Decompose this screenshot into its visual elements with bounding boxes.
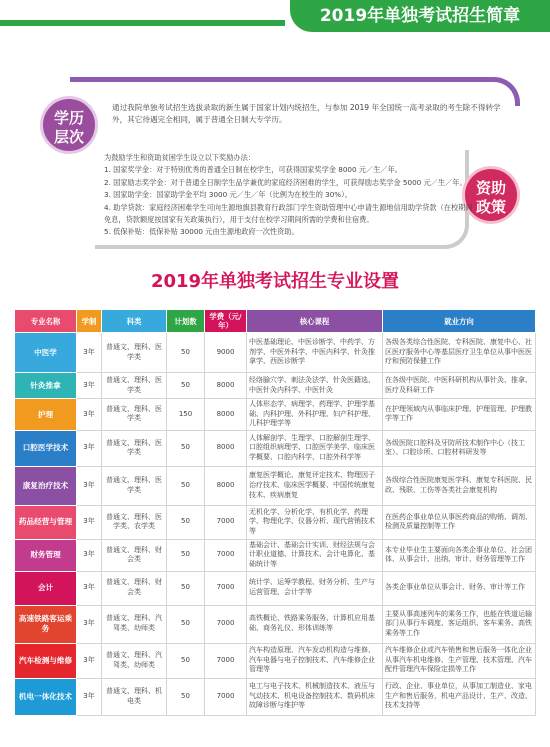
table-row: [15, 466, 536, 505]
courses-cell: 电工与电子技术、机械制造技术、液压与气动技术、机电设备控制技术、数码机床故障诊断与维护等: [247, 678, 383, 715]
category-cell: 普通文、理科、医学类: [102, 333, 167, 373]
header-fee: 学费（元/年）: [205, 310, 247, 333]
jobs-cell: 在各级中医院、中医科研机构从事针灸、推拿、医疗及科研工作: [383, 373, 536, 399]
courses-cell: 统计学、运筹学教程、财务分析、生产与运营管理、会计学等: [247, 571, 383, 605]
badge-label: 学历层次: [53, 109, 84, 146]
major-name: 会计: [15, 571, 77, 605]
plan-cell: 50: [167, 678, 205, 715]
courses-cell: 人体形态学、病理学、药理学、护理学基础、内科护理、外科护理、妇产科护理、儿科护理学等: [247, 399, 383, 431]
category-cell: 普通文、理科、医学类: [102, 373, 167, 399]
major-name: 汽车检测与维修: [15, 643, 77, 678]
aid-item: 4. 助学贷款：家庭经济困难学生可向生源地旗县教育行政部门学生资助管理中心申请生源地信用助学贷款（在校期间免息，贷款额度按国家有关政策执行），用于支付在校学习期间所需的学费和住宿费。: [104, 202, 473, 225]
header-jobs: 就业方向: [383, 310, 536, 333]
header-bar: [0, 20, 285, 26]
education-level-badge: [40, 96, 98, 154]
aid-item: 3. 国家助学金：国家助学金平均 3000 元／生／年（比例为在校生的 30%）。: [104, 190, 352, 200]
fee-cell: 8000: [205, 430, 247, 466]
header-plan: 计划数: [167, 310, 205, 333]
jobs-cell: 各级各类综合性医院、专科医院、康复中心、社区医疗服务中心等基层医疗卫生单位从事中医医疗和预防保健工作: [383, 333, 536, 373]
plan-cell: 50: [167, 466, 205, 505]
category-cell: 普通文、理科、机电类: [102, 678, 167, 715]
courses-cell: 人体解剖学、生理学、口腔解剖生理学、口腔组织病理学、口腔医学美学、临床医学概要、口腔内科学、口腔外科学等: [247, 430, 383, 466]
header-courses: 核心课程: [247, 310, 383, 333]
fee-cell: 7000: [205, 678, 247, 715]
category-cell: 普通文、理科、财会类: [102, 571, 167, 605]
financial-aid-text: [104, 152, 474, 239]
category-cell: 普通文、理科、医学类: [102, 399, 167, 431]
plan-cell: 50: [167, 333, 205, 373]
table-row: [15, 643, 536, 678]
table-title: 2019年单独考试招生专业设置: [150, 271, 400, 292]
header-years: 学制: [77, 310, 102, 333]
years-cell: 3年: [77, 643, 102, 678]
courses-cell: 经络腧穴学、刺法灸法学、针灸医籍选、中医针灸内科学、中医针灸: [247, 373, 383, 399]
category-cell: 普通文、理科、汽驾类、幼师类: [102, 605, 167, 643]
fee-cell: 7000: [205, 571, 247, 605]
courses-cell: 高铁概论、铁路乘务服务、计算机应用基础、商务礼仪、形体训练等: [247, 605, 383, 643]
jobs-cell: 在医药企事业单位从事医药商品的购销、调剂、检测及质量控制等工作: [383, 505, 536, 539]
table-row: [15, 333, 536, 373]
courses-cell: 汽车构造原理、汽车发动机构造与维修、汽车电器与电子控制技术、汽车维修企业管理等: [247, 643, 383, 678]
table-row: [15, 505, 536, 539]
table-row: [15, 605, 536, 643]
page-title: 2019年单独考试招生简章: [290, 0, 550, 32]
major-name: 针灸推拿: [15, 373, 77, 399]
aid-item: 5. 低保补贴：低保补贴 30000 元由生源地政府一次性资助。: [104, 227, 299, 237]
table-row: [15, 373, 536, 399]
major-name: 财务管理: [15, 539, 77, 571]
fee-cell: 8000: [205, 373, 247, 399]
jobs-cell: 汽车维修企业或汽车销售和售后服务一体化企业从事汽车机电维修、生产管理、技术管理、汽车配件管理汽车保险定损等工作: [383, 643, 536, 678]
table-row: [15, 539, 536, 571]
courses-cell: 基础会计、基础会计实训、财经法规与会计职业道德、计算技术、会计电算化、基础统计等: [247, 539, 383, 571]
plan-cell: 50: [167, 430, 205, 466]
years-cell: 3年: [77, 466, 102, 505]
table-row: [15, 571, 536, 605]
aid-intro: 为鼓励学生和资助贫困学生设立以下奖励办法：: [104, 153, 255, 162]
fee-cell: 7000: [205, 539, 247, 571]
header-category: 科类: [102, 310, 167, 333]
table-row: [15, 430, 536, 466]
years-cell: 3年: [77, 333, 102, 373]
fee-cell: 9000: [205, 333, 247, 373]
plan-cell: 50: [167, 571, 205, 605]
majors-table: [14, 309, 536, 716]
jobs-cell: 行政、企业、事业单位，从事加工制造业、家电生产和售后服务，机电产品设计、生产、改造、技术支持等: [383, 678, 536, 715]
fee-cell: 7000: [205, 643, 247, 678]
fee-cell: 8000: [205, 466, 247, 505]
years-cell: 3年: [77, 399, 102, 431]
major-name: 高速铁路客运乘务: [15, 605, 77, 643]
plan-cell: 50: [167, 373, 205, 399]
jobs-cell: 主要从事高速列车的乘务工作，也能在铁道运输部门从事行车调度、客运组织、客车乘务、高铁乘务等工作: [383, 605, 536, 643]
aid-item: 1. 国家奖学金：对于特别优秀的普通全日制在校学生，可获得国家奖学金 8000 元／生／年。: [104, 165, 402, 175]
fee-cell: 7000: [205, 505, 247, 539]
plan-cell: 50: [167, 643, 205, 678]
plan-cell: 50: [167, 505, 205, 539]
table-header-row: [15, 310, 536, 333]
years-cell: 3年: [77, 571, 102, 605]
years-cell: 3年: [77, 605, 102, 643]
table-row: [15, 399, 536, 431]
aid-item: 2. 国家励志奖学金：对于普通全日制学生品学兼优的家庭经济困难的学生，可获得励志奖学金 5000 元／生／年。: [104, 177, 467, 187]
fee-cell: 7000: [205, 605, 247, 643]
years-cell: 3年: [77, 505, 102, 539]
plan-cell: 150: [167, 399, 205, 431]
jobs-cell: 各级综合性医院康复医学科、康复专科医院、民政、残联、工伤等各类社会康复机构: [383, 466, 536, 505]
plan-cell: 50: [167, 605, 205, 643]
category-cell: 普通文、理科、医学类: [102, 430, 167, 466]
major-name: 机电一体化技术: [15, 678, 77, 715]
badge-label: 资助政策: [475, 179, 506, 216]
category-cell: 普通文、理科、医学类: [102, 466, 167, 505]
courses-cell: 康复医学概论、康复评定技术、物理因子治疗技术、临床医学概要、中国传统康复技术、疾病康复: [247, 466, 383, 505]
category-cell: 普通文、理科、汽驾类、幼师类: [102, 643, 167, 678]
jobs-cell: 各类企事业单位从事会计、财务、审计等工作: [383, 571, 536, 605]
jobs-cell: 各级医院口腔科及牙防所技术制作中心（技工室）、口腔诊所、口腔材料研发等: [383, 430, 536, 466]
years-cell: 3年: [77, 430, 102, 466]
category-cell: 普通文、理科、医学类、农学类: [102, 505, 167, 539]
major-name: 护理: [15, 399, 77, 431]
years-cell: 3年: [77, 678, 102, 715]
courses-cell: 中医基础理论、中医诊断学、中药学、方剂学、中医外科学、中医内科学、针灸推拿学、西医诊断学: [247, 333, 383, 373]
courses-cell: 无机化学、分析化学、有机化学、药理学、物理化学、仪器分析、现代营销技术等: [247, 505, 383, 539]
major-name: 中医学: [15, 333, 77, 373]
header-major: 专业名称: [15, 310, 77, 333]
plan-cell: 50: [167, 539, 205, 571]
table-row: [15, 678, 536, 715]
major-name: 康复治疗技术: [15, 466, 77, 505]
fee-cell: 8000: [205, 399, 247, 431]
major-name: 口腔医学技术: [15, 430, 77, 466]
years-cell: 3年: [77, 539, 102, 571]
years-cell: 3年: [77, 373, 102, 399]
jobs-cell: 本专业毕业生主要面向各类企事业单位、社会团体、从事会计、出纳、审计、财务管理等工作: [383, 539, 536, 571]
education-level-text: 通过我院单独考试招生选拔录取的新生属于国家计划内统招生，与参加 2019 年全国统一高考录取的考生除不得转学外，其它待遇完全相同，属于普通全日制大专学历。: [112, 103, 501, 124]
major-name: 药品经营与管理: [15, 505, 77, 539]
jobs-cell: 在护理领域内从事临床护理、护理管理、护理教学等工作: [383, 399, 536, 431]
category-cell: 普通文、理科、财会类: [102, 539, 167, 571]
